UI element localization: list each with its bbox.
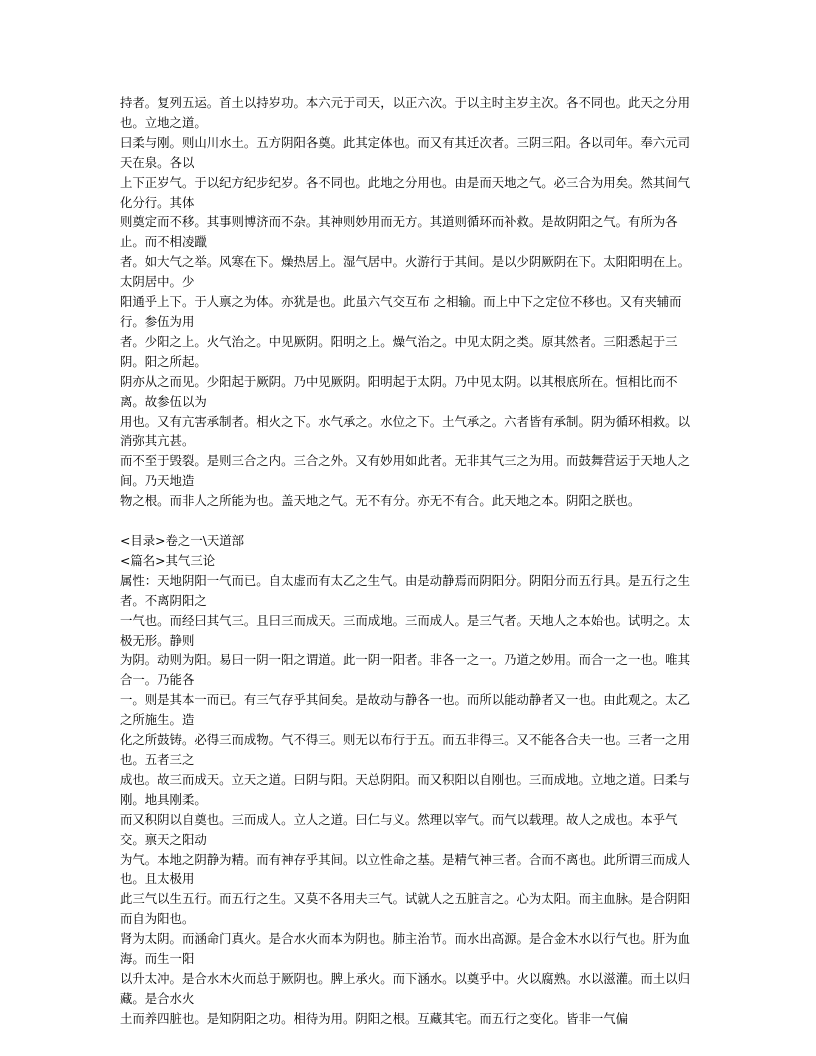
paragraph: 用也。又有亢害承制者。相火之下。水气承之。水位之下。土气承之。六者皆有承制。阴为循环相救。以消弥其亢甚。 — [120, 413, 690, 449]
paragraph: 此三气以生五行。而五行之生。又莫不各用夫三气。试就人之五脏言之。心为太阳。而主血脉。是合阴阳而自为阳也。 — [120, 891, 690, 927]
paragraph: 阴亦从之而见。少阳起于厥阴。乃中见厥阴。阳明起于太阴。乃中见太阴。以其根底所在。恒相比而不离。故参伍以为 — [120, 373, 678, 409]
paragraph: 成也。故三而成天。立天之道。曰阴与阳。天总阴阳。而又积阳以自刚也。三而成地。立地之道。曰柔与刚。地具刚柔。 — [120, 771, 690, 807]
paragraph: 上下正岁气。于以纪方纪步纪岁。各不同也。此地之分用也。由是而天地之气。必三合为用矣。然其间气化分行。其体 — [120, 174, 690, 210]
paragraph: 而不至于毁裂。是则三合之内。三合之外。又有妙用如此者。无非其气三之为用。而鼓舞营运于天地人之间。乃天地造 — [120, 453, 690, 489]
paragraph: 一气也。而经曰其气三。且曰三而成天。三而成地。三而成人。是三气者。天地人之本始也。试明之。太极无形。静则 — [120, 612, 690, 648]
catalog-line: <目录>卷之一\天道部 — [120, 533, 245, 549]
paragraph: 肾为太阴。而涵命门真火。是合水火而本为阴也。肺主治节。而水出高源。是合金木水以行气也。肝为血海。而生一阳 — [120, 931, 690, 967]
paragraph: 则奠定而不移。其事则博济而不杂。其神则妙用而无方。其道则循环而补救。是故阴阳之气。有所为各止。而不相凌躐 — [120, 214, 678, 250]
paragraph: 曰柔与刚。则山川水土。五方阴阳各奠。此其定体也。而又有其迁次者。三阴三阳。各以司年。奉六元司天在泉。各以 — [120, 134, 690, 170]
paragraph: 而又积阴以自奠也。三而成人。立人之道。曰仁与义。然理以宰气。而气以载理。故人之成也。本乎气交。禀天之阳动 — [120, 811, 678, 847]
paragraph: 者。如大气之举。风寒在下。燥热居上。湿气居中。火游行于其间。是以少阴厥阴在下。太阳阳明在上。太阴居中。少 — [120, 254, 690, 290]
section-a — [120, 93, 690, 511]
section-b — [120, 531, 690, 1029]
paragraph: 持者。复列五运。首土以持岁功。本六元于司天，以正六次。于以主时主岁主次。各不同也。此天之分用也。立地之道。 — [120, 95, 690, 130]
chapter-title: <篇名>其气三论 — [120, 552, 216, 568]
paragraph: 为阴。动则为阳。易曰一阴一阳之谓道。此一阴一阳者。非各一之一。乃道之妙用。而合一之一也。唯其合一。乃能各 — [120, 652, 690, 688]
paragraph: 为气。本地之阴静为精。而有神存乎其间。以立性命之基。是精气神三者。合而不离也。此所谓三而成人也。且太极用 — [120, 851, 690, 887]
paragraph: 土而养四脏也。是知阴阳之功。相待为用。阴阳之根。互藏其宅。而五行之变化。皆非一气偏 — [120, 1010, 629, 1026]
paragraph: 者。少阳之上。火气治之。中见厥阴。阳明之上。燥气治之。中见太阴之类。原其然者。三阳悉起于三阴。阳之所起。 — [120, 333, 678, 369]
paragraph: 属性：天地阴阳一气而已。自太虚而有太乙之生气。由是动静焉而阴阳分。阴阳分而五行具。是五行之生者。不离阴阳之 — [120, 572, 690, 608]
section-spacer — [120, 511, 690, 531]
paragraph: 物之根。而非人之所能为也。盖天地之气。无不有分。亦无不有合。此天地之本。阴阳之朕也。 — [120, 493, 641, 509]
document-page — [120, 93, 690, 1029]
paragraph: 阳通乎上下。于人禀之为体。亦犹是也。此虽六气交互布 之相输。而上中下之定位不移也。又有夹辅而行。参伍为用 — [120, 294, 682, 329]
paragraph: 化之所鼓铸。必得三而成物。气不得三。则无以布行于五。而五非得三。又不能各合夫一也。三者一之用也。五者三之 — [120, 732, 690, 767]
paragraph: 以升太冲。是合水木火而总于厥阴也。脾上承火。而下涵水。以奠乎中。火以腐熟。水以滋灌。而土以归藏。是合水火 — [120, 970, 690, 1006]
paragraph: 一。则是其本一而已。有三气存乎其间矣。是故动与静各一也。而所以能动静者又一也。由此观之。太乙之所施生。造 — [120, 692, 690, 728]
